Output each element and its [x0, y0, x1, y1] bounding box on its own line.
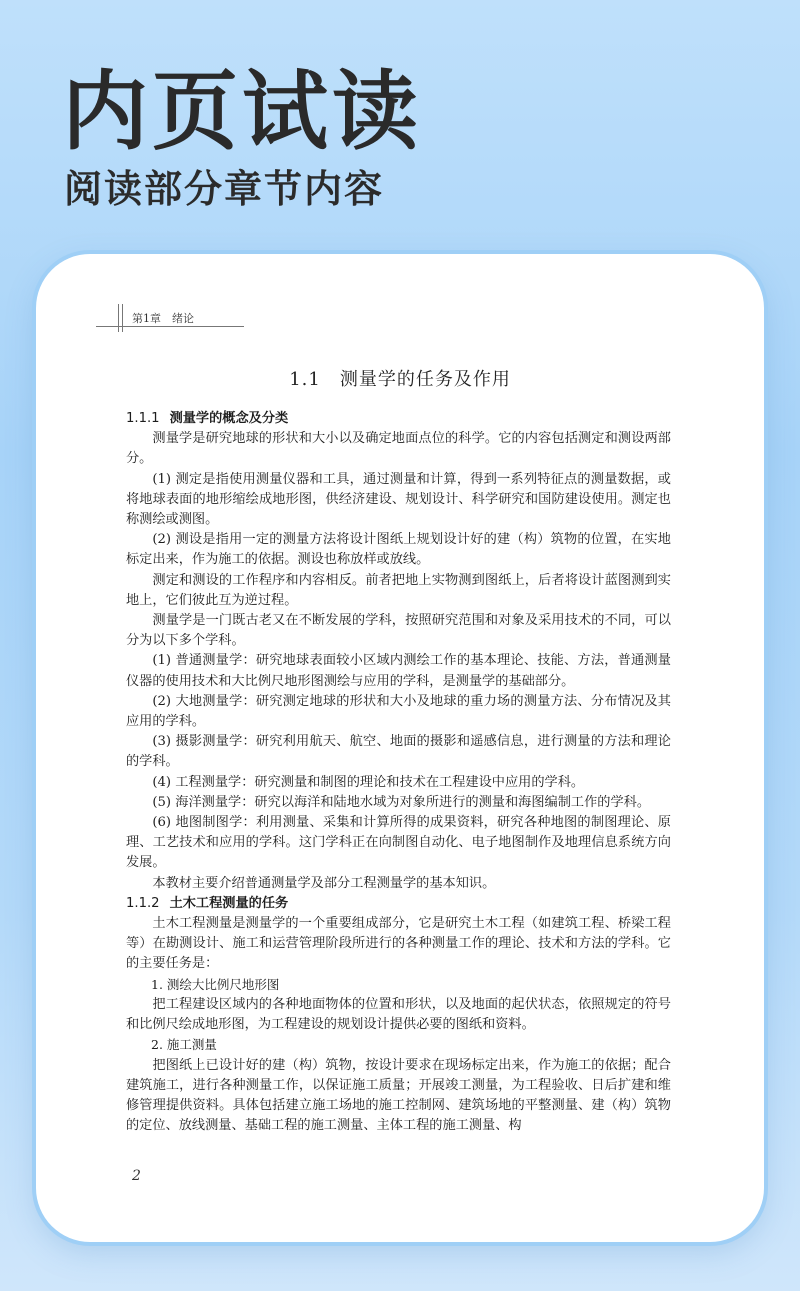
paragraph: 测定和测设的工作程序和内容相反。前者把地上实物测到图纸上，后者将设计蓝图测到实地上，它们彼此互为逆过程。	[126, 572, 671, 608]
subsection-title: 土木工程测量的任务	[169, 895, 289, 911]
list-heading: 2. 施工测量	[151, 1037, 217, 1053]
paragraph: (5) 海洋测量学：研究以海洋和陆地水域为对象所进行的测量和海图编制工作的学科。	[152, 794, 651, 810]
paragraph: (2) 测设是指用一定的测量方法将设计图纸上规划设计好的建（构）筑物的位置，在实地标定出来，作为施工的依据。测设也称放样或放线。	[126, 532, 671, 568]
paragraph: 把图纸上已设计好的建（构）筑物，按设计要求在现场标定出来，作为施工的依据；配合建筑施工，进行各种测量工作，以保证施工质量；开展竣工测量，为工程验收、日后扩建和维修管理提供资料。具体包括建立施工场地的施工控制网、建筑场地的平整测量、建（构）筑物的定位、放线测量、基础工程的施工测量、主体工程的施工测量、构	[126, 1057, 671, 1134]
paragraph: 测量学是研究地球的形状和大小以及确定地面点位的科学。它的内容包括测定和测设两部分。	[126, 431, 671, 467]
paragraph: (1) 普通测量学：研究地球表面较小区域内测绘工作的基本理论、技能、方法，普通测量仪器的使用技术和大比例尺地形图测绘与应用的学科，是测量学的基础部分。	[126, 653, 671, 689]
paragraph: (3) 摄影测量学：研究利用航天、航空、地面的摄影和遥感信息，进行测量的方法和理论的学科。	[126, 734, 671, 770]
subsection-number: 1.1.1	[126, 411, 160, 426]
subsection-heading	[126, 409, 671, 429]
section-title: 1.1 测量学的任务及作用	[289, 369, 511, 390]
paragraph: 把工程建设区域内的各种地面物体的位置和形状，以及地面的起伏状态，依照规定的符号和比例尺绘成地形图，为工程建设的规划设计提供必要的图纸和资料。	[126, 996, 671, 1033]
page-number: 2	[132, 1168, 141, 1184]
page-preview-card	[36, 254, 764, 1242]
hero-title: 内页试读	[62, 62, 422, 162]
running-head-bar	[122, 304, 123, 332]
hero-subtitle: 阅读部分章节内容	[64, 167, 385, 211]
subsection-title: 测量学的概念及分类	[169, 411, 289, 426]
running-head	[96, 304, 244, 332]
running-head-text: 第1章 绪论	[132, 312, 194, 325]
paragraph: (1) 测定是指使用测量仪器和工具，通过测量和计算，得到一系列特征点的测量数据，或将地球表面的地形缩绘成地形图，供经济建设、规划设计、科学研究和国防建设使用。测定也称测绘或测图。	[126, 471, 671, 528]
paragraph: (6) 地图制图学：利用测量、采集和计算所得的成果资料，研究各种地图的制图理论、原理、工艺技术和应用的学科。这门学科正在向制图自动化、电子地图制作及地理信息系统方向发展。	[126, 815, 671, 871]
paragraph: 测量学是一门既古老又在不断发展的学科，按照研究范围和对象及采用技术的不同，可以分为以下多个学科。	[126, 613, 671, 649]
paragraph: 本教材主要介绍普通测量学及部分工程测量学的基本知识。	[152, 875, 496, 891]
paragraph: (2) 大地测量学：研究测定地球的形状和大小及地球的重力场的测量方法、分布情况及其应用的学科。	[126, 693, 671, 730]
list-heading: 1. 测绘大比例尺地形图	[151, 976, 280, 992]
paragraph: 土木工程测量是测量学的一个重要组成部分，它是研究土木工程（如建筑工程、桥梁工程等）在勘测设计、施工和运营管理阶段所进行的各种测量工作的理论、技术和方法的学科。它的主要任务是：	[126, 916, 671, 972]
subsection-number: 1.1.2	[126, 895, 160, 911]
running-head-bar	[118, 304, 119, 332]
subsection-heading	[126, 894, 671, 914]
page-body	[126, 409, 671, 1136]
paragraph: (4) 工程测量学：研究测量和制图的理论和技术在工程建设中应用的学科。	[152, 774, 585, 790]
